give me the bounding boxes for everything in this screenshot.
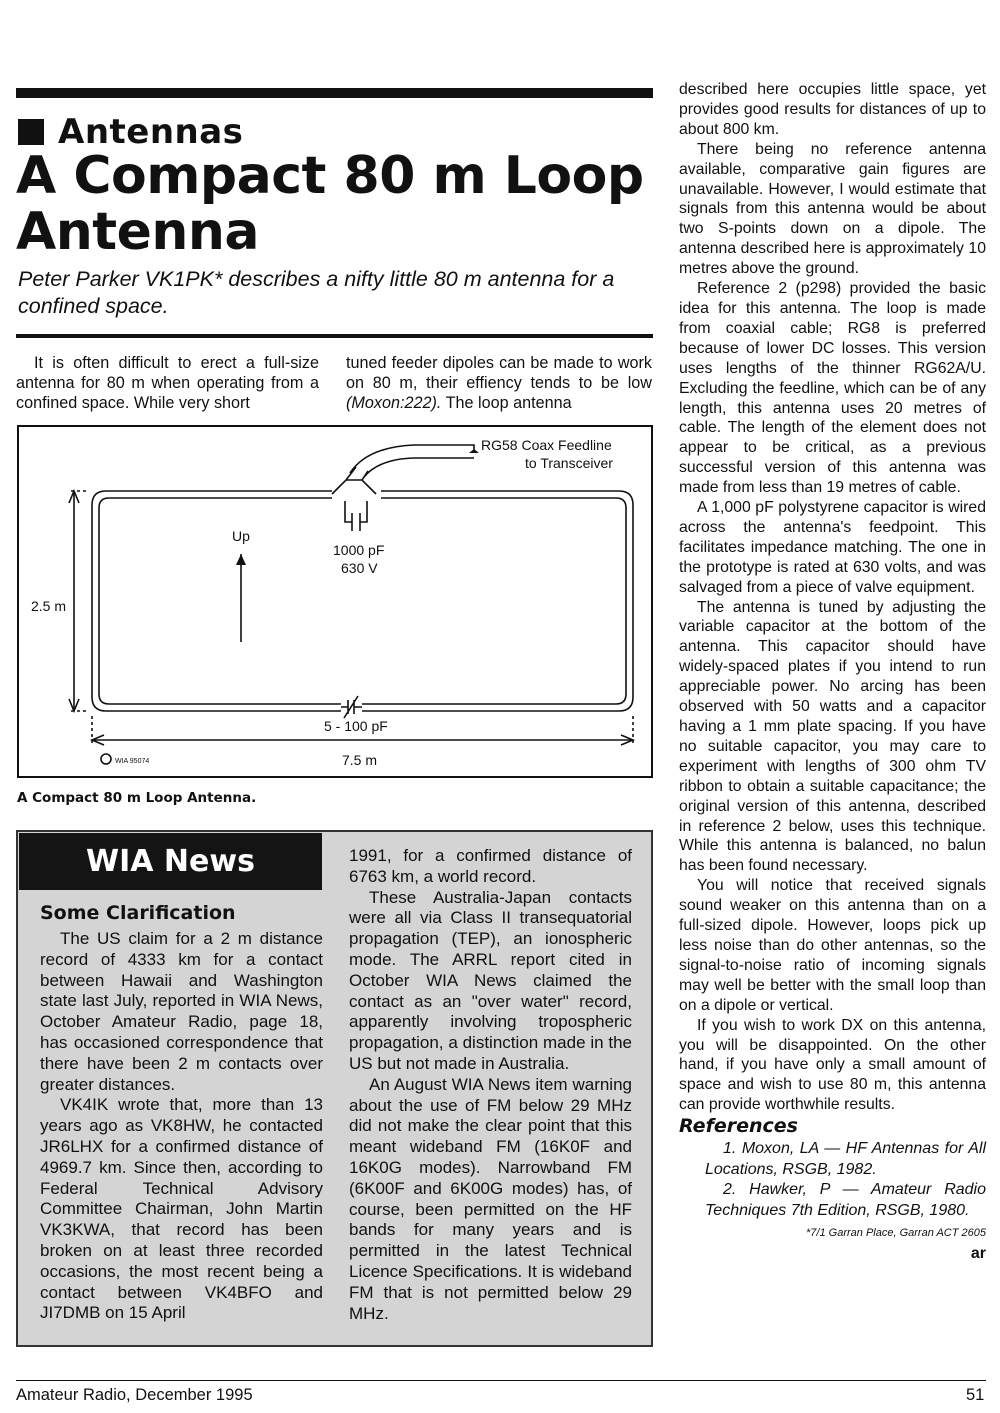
news-column-2 bbox=[349, 846, 632, 1324]
body-paragraph: described here occupies little space, yet provides good results for distances of up to about 800 km. bbox=[679, 81, 986, 138]
cap1-label: 1000 pF bbox=[333, 542, 385, 558]
loop-outer-right bbox=[362, 491, 633, 711]
footer-rule bbox=[16, 1380, 986, 1381]
reference-item: 1. Moxon, LA — HF Antennas for All Locations, RSGB, 1982. bbox=[705, 1140, 986, 1178]
news-paragraph: The US claim for a 2 m distance record of 4333 km for a contact between Hawaii and Washington state last July, reported in WIA News, October Amateur Radio, page 18, has occasioned correspondence that there have been 2 m contacts over greater distances. bbox=[40, 929, 323, 1094]
news-subheading: Some Clarification bbox=[40, 902, 236, 924]
news-paragraph: An August WIA News item warning about the use of FM below 29 MHz did not make the clear point that this meant wideband FM (16K0F and 16K0G modes). Narrowband FM (6K00F and 6K00G modes) has, of course, been permitted on the HF bands for many years and is permitted in the latest Technical Licence Specifications. It is wideband FM that is not permitted below 29 MHz. bbox=[349, 1074, 632, 1323]
cap2-label: 5 - 100 pF bbox=[324, 718, 388, 734]
body-paragraph: The antenna is tuned by adjusting the variable capacitor at the bottom of the antenna. This capacitor should have widely-spaced plates if you intend to run appreciable power. No arcing has been observed with 50 watts and a capacitor having a 1 mm plate spacing. If you have no suitable capacitor, you may care to experiment with lengths of 300 ohm TV ribbon to obtain a suitable capacitance; the original version of this antenna, described in reference 2 below, uses this technique. While this antenna is balanced, no balun has been found necessary. bbox=[679, 598, 986, 875]
intro-column-1 bbox=[16, 353, 319, 413]
body-paragraph: You will notice that received signals sound weaker on this antenna than on a full-sized dipole. However, loops pick up less noise than do other antennas, so the signal-to-noise ratio of incoming signals may well be better with the small loop than on a dipole or vertical. bbox=[679, 877, 986, 1014]
footer-publication: Amateur Radio, December 1995 bbox=[16, 1386, 253, 1404]
height-label: 2.5 m bbox=[31, 598, 67, 614]
figure-caption: A Compact 80 m Loop Antenna. bbox=[17, 790, 257, 806]
loop-antenna-diagram bbox=[17, 425, 653, 778]
copyright-icon bbox=[101, 754, 111, 764]
intro-text-a: tuned feeder dipoles can be made to work on 80 m, their effiency tends to be low bbox=[346, 354, 652, 392]
up-label: Up bbox=[232, 528, 250, 544]
page-number: 51 bbox=[966, 1386, 985, 1404]
cap1-voltage-label: 630 V bbox=[341, 560, 378, 576]
feedline-arrowhead bbox=[469, 449, 479, 453]
body-paragraph: If you wish to work DX on this antenna, you will be disappointed. On the other hand, if you have only a small amount of space and wish to use 80 m, this antenna can provide worthwhile results. bbox=[679, 1016, 986, 1114]
diagram-svg bbox=[19, 427, 651, 776]
references-heading: References bbox=[679, 1115, 798, 1138]
coax-feedline-2 bbox=[364, 458, 474, 477]
news-paragraph: VK4IK wrote that, more than 13 years ago as VK8HW, he contacted JR6LHX for a confirmed distance of 4969.7 km. Since then, according to Federal Technical Advisory Committee Chairman, John Martin VK3KWA, that record has been broken on at least three recorded occasions, the most recent being a contact between VK4BFO and JI7DMB on 15 April bbox=[40, 1095, 323, 1323]
intro-citation: (Moxon:222). bbox=[346, 394, 442, 412]
news-column-1 bbox=[40, 929, 323, 1324]
end-mark: ar bbox=[970, 1244, 986, 1262]
body-paragraph: There being no reference antenna available, comparative gain figures are unavailable. However, I would estimate that signals from this antenna would be about two S-points down on a dipole. The antenna described here is approximately 10 metres above the ground. bbox=[679, 140, 986, 278]
intro-paragraph: It is often difficult to erect a full-size antenna for 80 m when operating from a confined space. While very short bbox=[16, 354, 319, 412]
intro-text-b: The loop antenna bbox=[441, 394, 572, 412]
standfirst-rule bbox=[16, 334, 653, 338]
author-address: *7/1 Garran Place, Garran ACT 2605 bbox=[806, 1227, 986, 1240]
feedline-label-2: to Transceiver bbox=[525, 455, 613, 471]
loop-inner bbox=[99, 498, 341, 704]
loop-inner-right bbox=[362, 498, 626, 704]
copyright-label: WIA 95074 bbox=[115, 758, 150, 765]
width-label: 7.5 m bbox=[342, 752, 378, 768]
main-right-column bbox=[679, 80, 986, 1264]
intro-paragraph-2 bbox=[346, 353, 652, 413]
top-rule bbox=[16, 88, 653, 98]
body-paragraph: Reference 2 (p298) provided the basic idea for this antenna. The loop is made from coaxial cable; RG8 is preferred because of lower DC losses. This version uses lengths of the thinner RG62A/U. Excluding the feedline, which can be of any length, this antenna uses 20 metres of cable. The length of the element does not appear to be critical, as a previous successful version of this antenna was made from less than 19 metres of cable. bbox=[679, 280, 986, 497]
article-title: A Compact 80 m Loop Antenna bbox=[16, 146, 644, 262]
reference-item: 2. Hawker, P — Amateur Radio Techniques 7th Edition, RSGB, 1980. bbox=[705, 1181, 986, 1219]
feedline-label: RG58 Coax Feedline bbox=[481, 437, 612, 453]
loop-outer bbox=[92, 491, 341, 711]
standfirst: Peter Parker VK1PK* describes a nifty little 80 m antenna for a confined space. bbox=[18, 267, 615, 318]
variable-capacitor bbox=[341, 696, 362, 718]
wia-news-heading: WIA News bbox=[19, 833, 322, 890]
news-paragraph: 1991, for a confirmed distance of 6763 km, a world record. bbox=[349, 846, 632, 886]
coax-feedline-1 bbox=[350, 445, 474, 473]
up-arrowhead bbox=[236, 554, 246, 565]
square-bullet-icon bbox=[18, 119, 44, 145]
news-paragraph: These Australia-Japan contacts were all via Class II transequatorial propagation (TEP), an ionospheric mode. The ARRL report cited in October WIA News claimed the contact as an "over water" record, apparently involving tropospheric propagation, a distinction made in the US but not made in Australia. bbox=[349, 887, 632, 1073]
cap-1000pf bbox=[345, 501, 367, 531]
body-paragraph: A 1,000 pF polystyrene capacitor is wired across the antenna's feedpoint. This facilitates impedance matching. The one in the prototype is rated at 630 volts, and was salvaged from a piece of valve equipment. bbox=[679, 499, 986, 596]
section-label: Antennas bbox=[58, 112, 244, 152]
intro-column-2 bbox=[346, 353, 652, 413]
